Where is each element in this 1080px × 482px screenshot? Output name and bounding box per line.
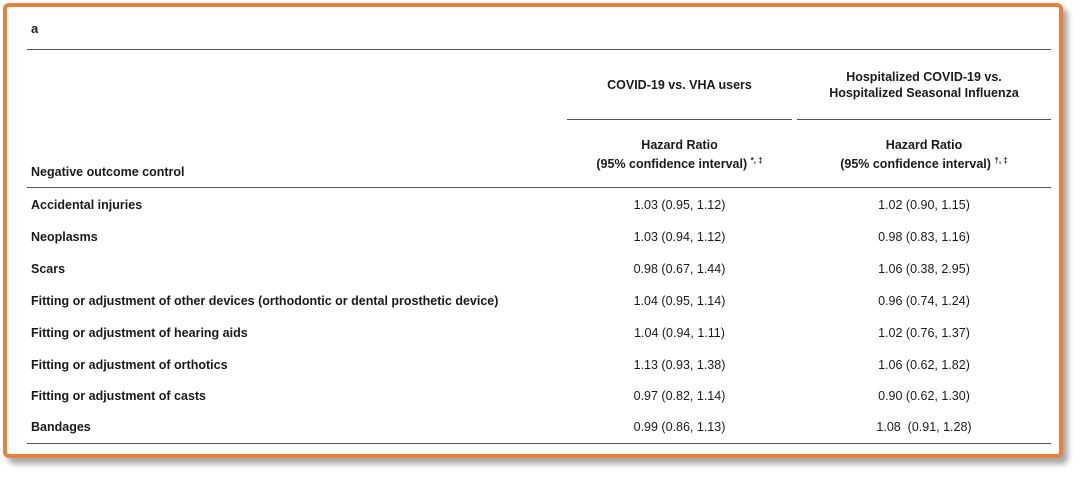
table-cell-c1: 1.04 (0.95, 1.14)	[633, 294, 726, 308]
column-group-header-1: COVID-19 vs. VHA users	[607, 78, 752, 92]
bottom-rule	[27, 443, 1051, 444]
table-cell-c2: 1.06 (0.62, 1.82)	[878, 358, 970, 372]
table-row-label: Fitting or adjustment of other devices (orthodontic or dental prosthetic device)	[31, 294, 499, 308]
table-cell-c1: 0.99 (0.86, 1.13)	[633, 420, 726, 434]
table-cell-c2: 0.96 (0.74, 1.24)	[878, 294, 970, 308]
table-cell-c2: 0.98 (0.83, 1.16)	[878, 230, 970, 244]
figure-frame	[3, 3, 1063, 458]
column-group-header-2: Hospitalized COVID-19 vs. Hospitalized Seasonal Influenza	[829, 70, 1019, 100]
table-cell-c2: 1.02 (0.76, 1.37)	[878, 326, 970, 340]
group-underline-1	[567, 119, 792, 120]
footnote-marks: *, ‡	[750, 156, 763, 165]
column-subheader-2: Hazard Ratio (95% confidence interval) †, ‡	[840, 138, 1008, 172]
table-cell-c1: 1.13 (0.93, 1.38)	[633, 358, 726, 372]
table-cell-c1: 1.03 (0.95, 1.12)	[633, 198, 726, 212]
table-cell-c1: 1.04 (0.94, 1.11)	[634, 326, 725, 340]
table-row-label: Fitting or adjustment of casts	[31, 389, 207, 403]
table-row-label: Neoplasms	[31, 230, 98, 244]
table-row-label: Bandages	[31, 420, 91, 434]
group-underline-2	[797, 119, 1051, 120]
table-row-label: Fitting or adjustment of hearing aids	[31, 326, 248, 340]
table-cell-c1: 0.97 (0.82, 1.14)	[633, 389, 726, 403]
table-row-label: Accidental injuries	[31, 198, 143, 212]
footnote-marks: †, ‡	[994, 156, 1008, 165]
table-cell-c1: 1.03 (0.94, 1.12)	[633, 230, 726, 244]
table-cell-c2: 1.08 (0.91, 1.28)	[876, 420, 972, 434]
header-rule	[27, 187, 1051, 188]
panel-label: a	[31, 21, 39, 36]
row-header: Negative outcome control	[31, 165, 185, 179]
table-cell-c1: 0.98 (0.67, 1.44)	[633, 262, 726, 276]
table-row-label: Fitting or adjustment of orthotics	[31, 358, 228, 372]
column-subheader-1: Hazard Ratio (95% confidence interval) *, ‡	[596, 138, 763, 172]
table-cell-c2: 1.06 (0.38, 2.95)	[878, 262, 970, 276]
table-cell-c2: 0.90 (0.62, 1.30)	[878, 389, 970, 403]
table-row-label: Scars	[31, 262, 66, 276]
table-cell-c2: 1.02 (0.90, 1.15)	[878, 198, 970, 212]
top-rule	[27, 49, 1051, 50]
